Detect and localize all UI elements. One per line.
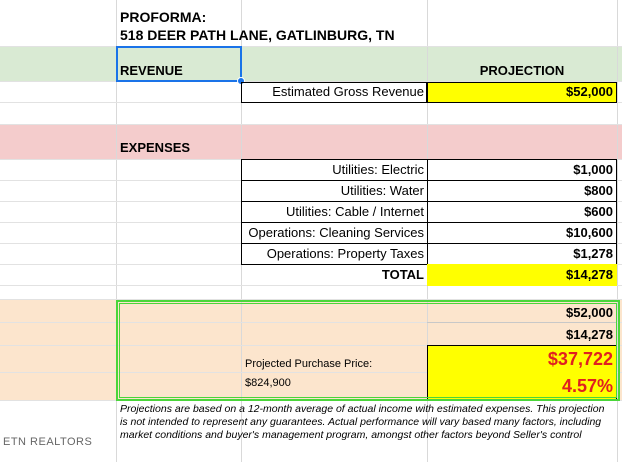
expense-value: $600 [584, 204, 613, 219]
projection-header: PROJECTION [479, 63, 565, 78]
expense-label: Utilities: Electric [332, 162, 424, 177]
gross-revenue-label: Estimated Gross Revenue [272, 84, 424, 99]
summary-expenses-value: $14,278 [566, 327, 613, 342]
purchase-price-value: $824,900 [245, 377, 291, 389]
expense-label: Utilities: Cable / Internet [285, 204, 424, 219]
summary-revenue-value: $52,000 [566, 305, 613, 320]
return-percent-value: 4.57% [561, 376, 613, 396]
revenue-section-label: REVENUE [120, 63, 183, 78]
total-value: $14,278 [566, 267, 613, 282]
expenses-section-label: EXPENSES [120, 140, 191, 155]
expense-value: $1,278 [573, 246, 613, 261]
selected-cell[interactable] [116, 46, 242, 82]
expenses-band [0, 124, 622, 159]
expense-label: Utilities: Water [340, 183, 424, 198]
expense-label: Operations: Cleaning Services [248, 225, 424, 240]
expense-value: $1,000 [573, 162, 613, 177]
property-address: 518 DEER PATH LANE, GATLINBURG, TN [120, 27, 395, 43]
total-label: TOTAL [381, 267, 424, 282]
disclaimer-text: Projections are based on a 12-month average of actual income with estimated expenses. This projection is not intended to represent any guarantees. Actual performance will vary based many factors, including market conditions and buyer's management program, amongst other factors beyond Seller's control [120, 403, 605, 441]
purchase-price-label: Projected Purchase Price: [245, 358, 373, 370]
expense-value: $800 [584, 183, 613, 198]
net-income-value: $37,722 [547, 349, 613, 369]
expense-value: $10,600 [566, 225, 613, 240]
summary-range-outline-inner [119, 303, 617, 398]
brokerage-watermark: ETN REALTORS [3, 436, 93, 448]
proforma-title: PROFORMA: [120, 9, 207, 25]
expense-label: Operations: Property Taxes [266, 246, 424, 261]
gross-revenue-value: $52,000 [566, 84, 613, 99]
gridline-row [0, 46, 622, 47]
gridline-row [0, 124, 622, 125]
